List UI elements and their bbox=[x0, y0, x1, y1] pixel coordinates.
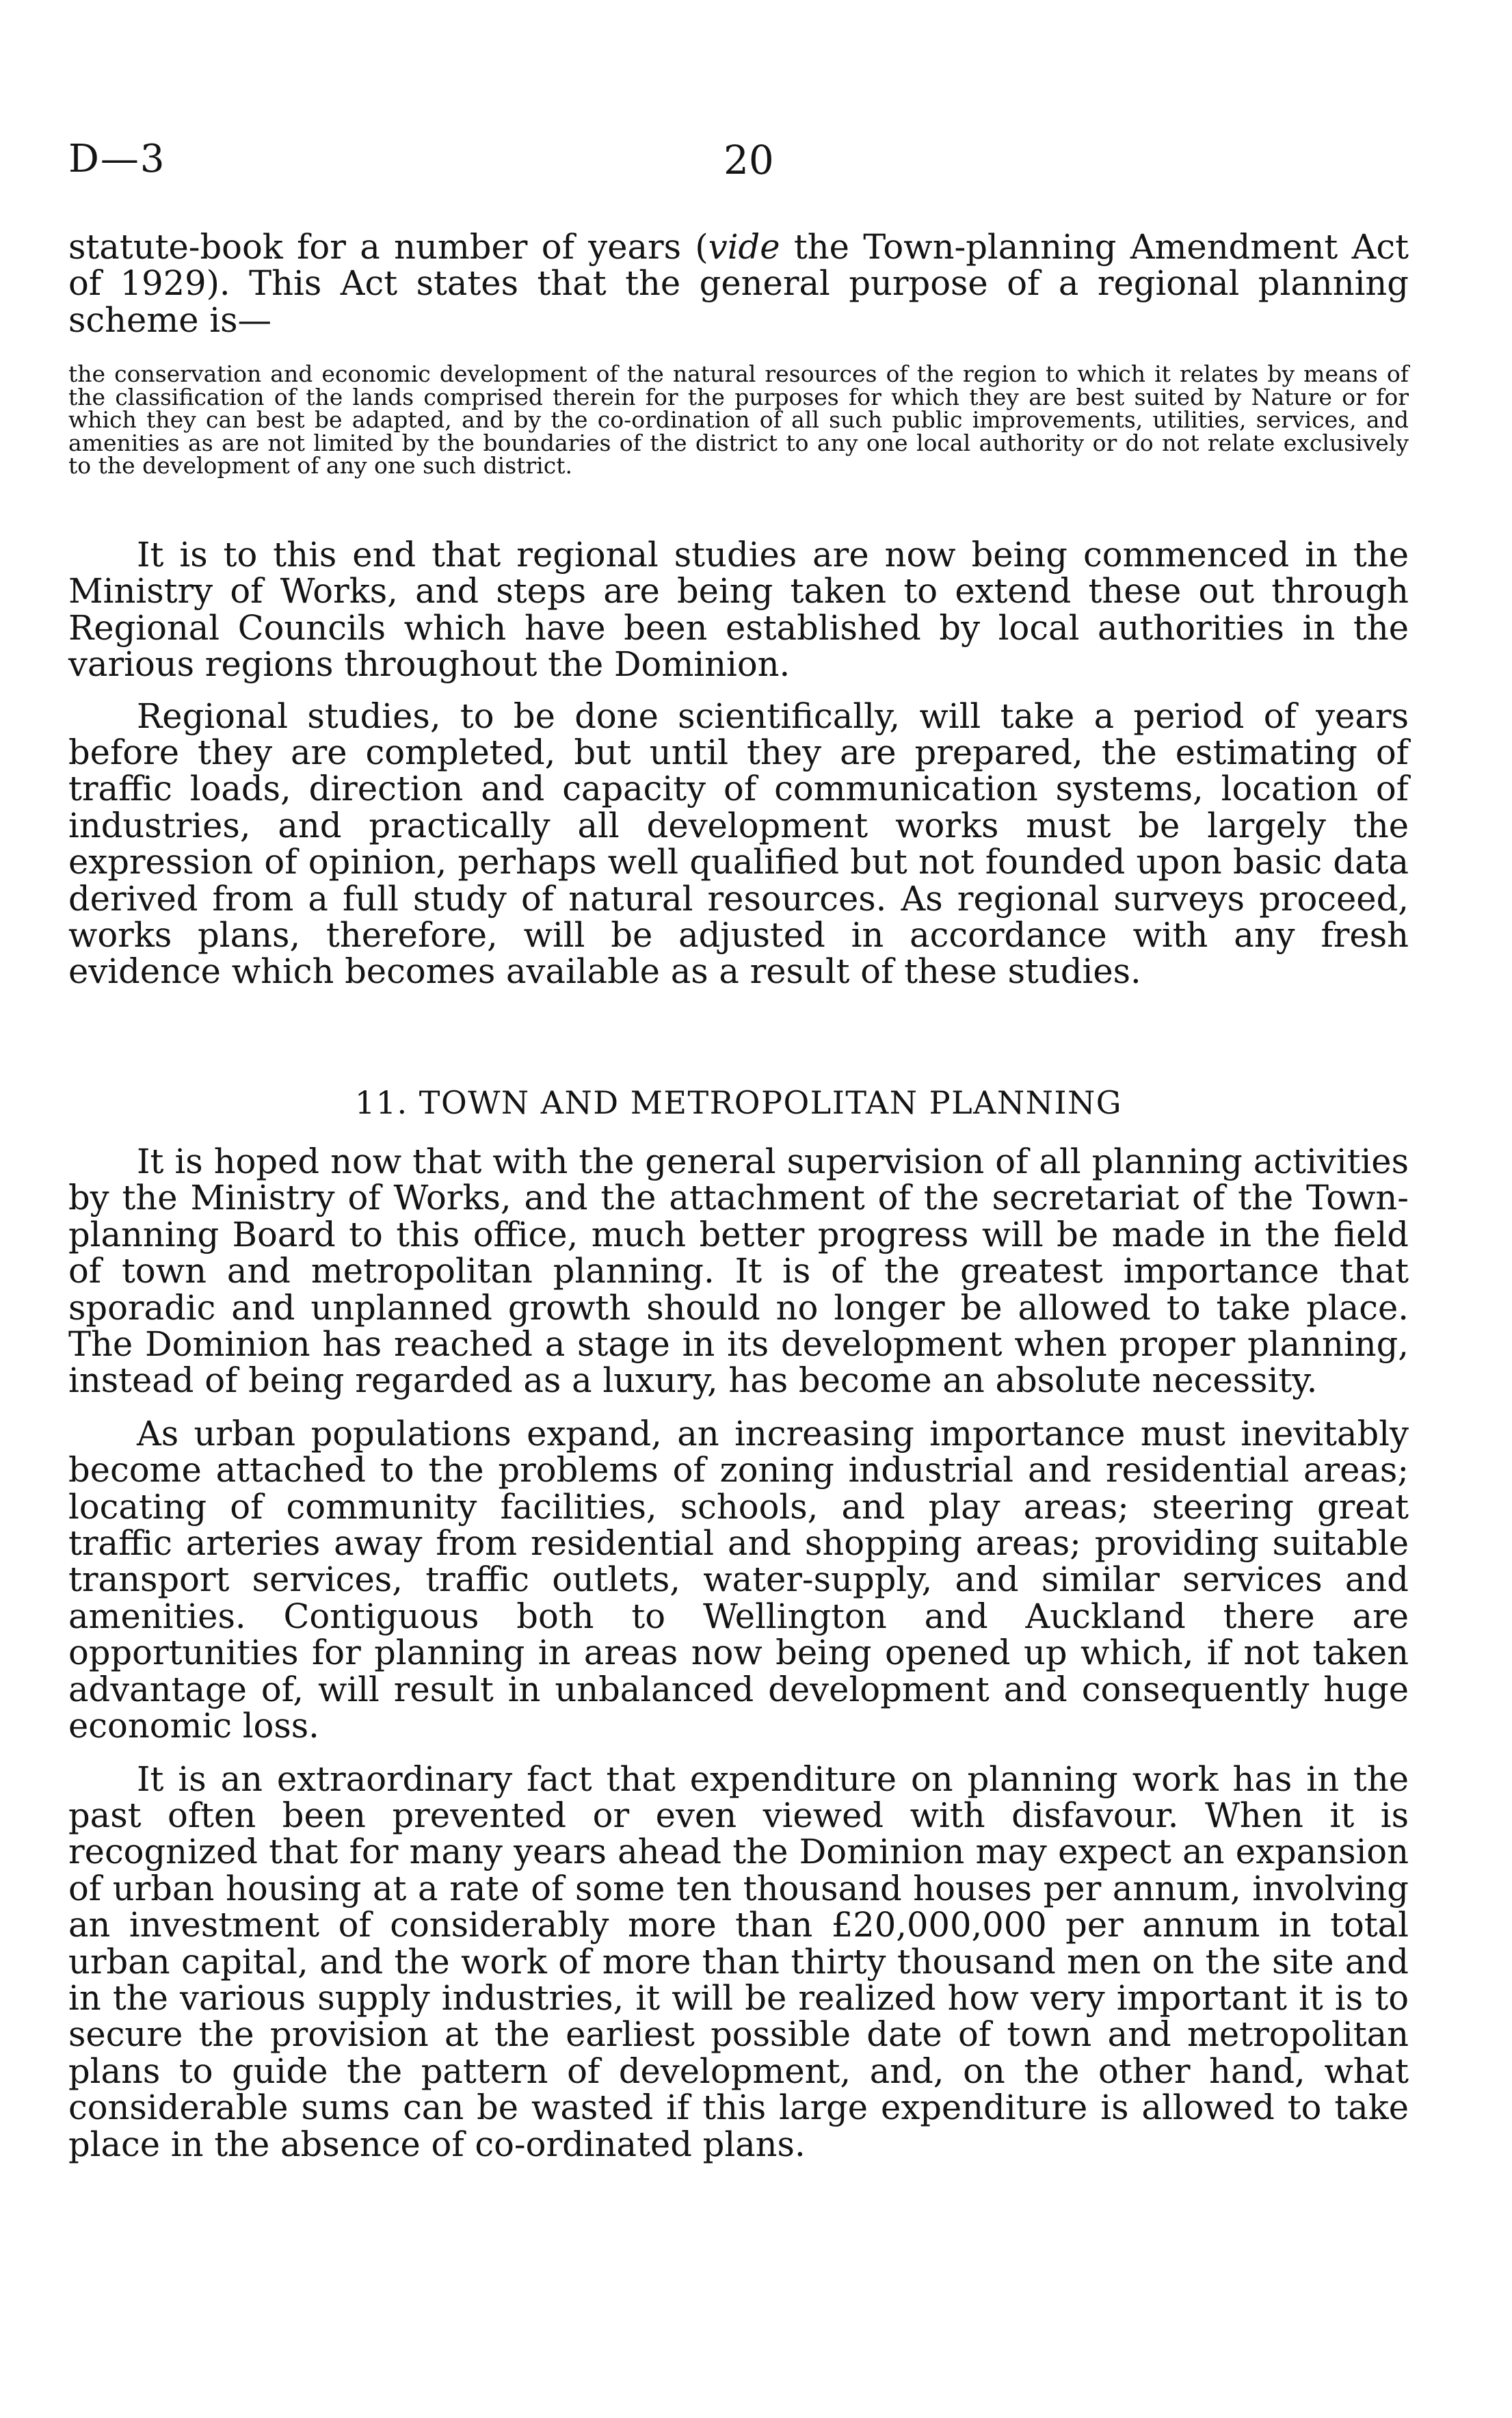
paragraph-regional-studies: It is to this end that regional studies are now being commenced in the Ministry of Works, and steps are being taken to extend these out through Regional Councils which have been established by local authorities in the various regions throughout the Dominion. bbox=[68, 535, 1409, 685]
section-body bbox=[68, 1144, 1409, 2163]
paragraph-planning-expenditure: It is an extraordinary fact that expenditure on planning work has in the past often been prevented or even viewed with disfavour. When it is recognized that for many years ahead the Dominion may expect an expansion of urban housing at a rate of some ten thousand houses per annum, involving an investment of considerably more than £20,000,000 per annum in total urban capital, and the work of more than thirty thousand men on the site and in the various supply industries, it will be realized how very important it is to secure the provision at the earliest possible date of town and metropolitan plans to guide the pattern of development, and, on the other hand, what considerable sums can be wasted if this large expenditure is allowed to take place in the absence of co-ordinated plans. bbox=[68, 1759, 1409, 2164]
series-code: D—3 bbox=[68, 137, 166, 181]
section-heading: 11. TOWN AND METROPOLITAN PLANNING bbox=[354, 1084, 1123, 1121]
quote-block bbox=[68, 360, 1409, 479]
intro-paragraph-block bbox=[68, 229, 1409, 339]
paragraph-planning-supervision: It is hoped now that with the general supervision of all planning activities by the Ministry of Works, and the attachment of the secretariat of the Town-planning Board to this office, much better progress will be made in the field of town and metropolitan planning. It is of the greatest importance that sporadic and unplanned growth should no longer be allowed to take place. The Dominion has reached a stage in its development when proper planning, instead of being regarded as a luxury, has become an absolute necessity. bbox=[68, 1142, 1409, 1401]
section-heading-block bbox=[68, 1084, 1409, 1121]
page-header bbox=[68, 137, 1444, 192]
vide-italic: vide bbox=[708, 227, 780, 267]
paragraph-urban-populations: As urban populations expand, an increasing importance must inevitably become attached to the problems of zoning industrial and residential areas; locating of community facilities, schools, and play areas; steering great traffic arteries away from residential and shopping areas; providing suitable transport services, traffic outlets, water-supply, and similar services and amenities. Contiguous both to Wellington and Auckland there are opportunities for planning in areas now being opened up which, if not taken advantage of, will result in unbalanced development and consequently huge economic loss. bbox=[68, 1413, 1409, 1746]
page-number: 20 bbox=[724, 137, 774, 183]
intro-text-end: the Town-planning Amendment Act of 1929). This Act states that the general purpose of a regional planning scheme is— bbox=[68, 227, 1409, 340]
regional-paragraphs bbox=[68, 537, 1409, 990]
intro-text-start: statute-book for a number of years ( bbox=[68, 227, 708, 267]
intro-paragraph bbox=[68, 229, 1409, 339]
statute-quote: the conservation and economic development of the natural resources of the region to which it relates by means of the classification of the lands comprised therein for the purposes for which they are best suited by Nature or for which they can best be adapted, and by the co-ordination of all such public improvements, utilities, services, and amenities as are not limited by the boundaries of the district to any one local authority or do not relate exclusively to the development of any one such district. bbox=[68, 360, 1409, 479]
paragraph-regional-surveys: Regional studies, to be done scientifically, will take a period of years before they are completed, but until they are prepared, the estimating of traffic loads, direction and capacity of communication systems, location of industries, and practically all development works must be largely the expression of opinion, perhaps well qualified but not founded upon basic data derived from a full study of natural resources. As regional surveys proceed, works plans, therefore, will be adjusted in accordance with any fresh evidence which becomes available as a result of these studies. bbox=[68, 696, 1409, 992]
